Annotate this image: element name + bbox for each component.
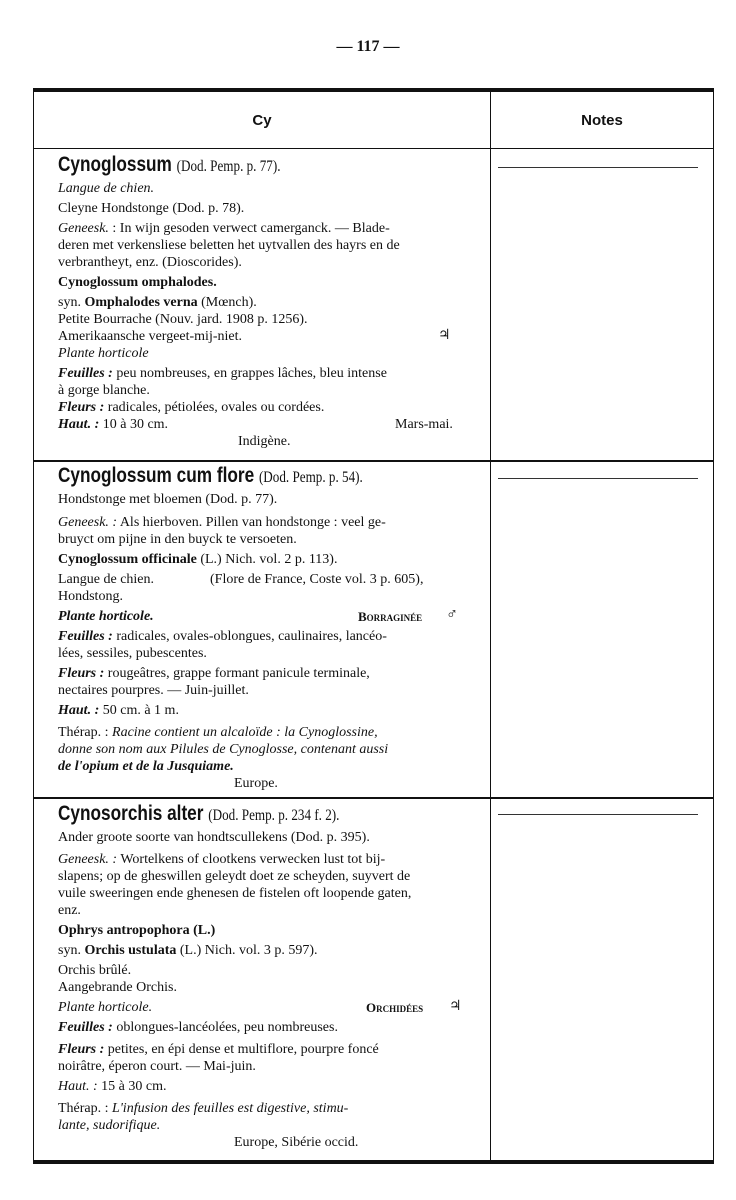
entry-title: Cynoglossum (Dod. Pemp. p. 77).	[58, 153, 281, 176]
flora-reference: (Flore de France, Coste vol. 3 p. 605),	[210, 572, 424, 587]
synonym: syn. Omphalodes verna (Mœnch).	[58, 295, 257, 310]
leaves-text: Feuilles : oblongues-lancéolées, peu nombreuses.	[58, 1020, 338, 1035]
medicinal-text: slapens; op de gheswillen geleydt doet ze scheyden, suyvert de	[58, 869, 411, 884]
therapy-text: donne son nom aux Pilules de Cynoglosse, contenant aussi	[58, 742, 389, 757]
species-name: Cynoglossum omphalodes.	[58, 275, 217, 290]
origin: Europe.	[234, 776, 278, 791]
common-name-nl: Hondstong.	[58, 589, 123, 604]
medicinal-text: Geneesk. : Wortelkens of clootkens verwecken lust tot bij-	[58, 852, 386, 867]
therapy-text: Thérap. : Racine contient un alcaloïde : la Cynoglossine,	[58, 725, 378, 740]
notes-line	[498, 814, 698, 815]
flowers-text: nectaires pourpres. — Juin-juillet.	[58, 683, 249, 698]
column-divider	[490, 92, 491, 1160]
plant-type: Plante horticole.	[58, 1000, 153, 1015]
male-symbol: ♂	[446, 606, 458, 623]
medicinal-text: verbrantheyt, enz. (Dioscorides).	[58, 255, 242, 270]
species-name: Cynoglossum officinale (L.) Nich. vol. 2 p. 113).	[58, 552, 338, 567]
medicinal-text: Geneesk. : Als hierboven. Pillen van hondstonge : veel ge-	[58, 515, 386, 530]
origin: Europe, Sibérie occid.	[234, 1135, 359, 1150]
flowers-text: Fleurs : petites, en épi dense et multiflore, pourpre foncé	[58, 1042, 379, 1057]
common-name-nl: Amerikaansche vergeet-mij-niet.	[58, 329, 242, 344]
leaves-text: Feuilles : radicales, ovales-oblongues, caulinaires, lancéo-	[58, 629, 387, 644]
section-rule-2	[34, 797, 713, 799]
page-number: — 117 —	[336, 38, 400, 55]
leaves-text: lées, sessiles, pubescentes.	[58, 646, 207, 661]
plant-type: Plante horticole.	[58, 609, 154, 624]
medicinal-text: enz.	[58, 903, 81, 918]
common-name-nl: Cleyne Hondstonge (Dod. p. 78).	[58, 201, 245, 216]
common-name-fr: Orchis brûlé.	[58, 963, 132, 978]
common-name-fr: Langue de chien.	[58, 181, 155, 196]
common-name-nl: Ander groote soorte van hondtscullekens (Dod. p. 395).	[58, 830, 370, 845]
header-rule	[34, 148, 713, 149]
common-name-nl: Aangebrande Orchis.	[58, 980, 177, 995]
perennial-symbol: ♃	[449, 999, 462, 1014]
medicinal-text: bruyct om pijne in den buyck te versoeten.	[58, 532, 297, 547]
leaves-text: Feuilles : peu nombreuses, en grappes lâches, bleu intense	[58, 366, 387, 381]
medicinal-text: vuile sweeringen ende ghenesen de fistelen oft loopende gaten,	[58, 886, 412, 901]
section-rule-1	[34, 460, 713, 462]
perennial-symbol: ♃	[438, 328, 451, 343]
notes-line	[498, 167, 698, 168]
leaves-text: à gorge blanche.	[58, 383, 150, 398]
species-name: Ophrys antropophora (L.)	[58, 923, 216, 938]
medicinal-text: deren met verkensliese beletten het uytvallen des hayrs en de	[58, 238, 400, 253]
entry-title: Cynoglossum cum flore (Dod. Pemp. p. 54).	[58, 464, 363, 487]
family-name: Borraginée	[358, 609, 423, 624]
flowers-text: noirâtre, éperon court. — Mai-juin.	[58, 1059, 256, 1074]
therapy-text: lante, sudorifique.	[58, 1118, 161, 1133]
column-header-main: Cy	[252, 111, 272, 129]
height-text: Haut. : 50 cm. à 1 m.	[58, 703, 179, 718]
plant-type: Plante horticole	[58, 346, 149, 361]
height-text: Haut. : 10 à 30 cm.	[58, 417, 169, 432]
height-text: Haut. : 15 à 30 cm.	[58, 1079, 167, 1094]
medicinal-text: Geneesk. : In wijn gesoden verwect camerganck. — Blade-	[58, 221, 390, 236]
flowers-text: Fleurs : rougeâtres, grappe formant panicule terminale,	[58, 666, 370, 681]
therapy-text: de l'opium et de la Jusquiame.	[58, 759, 234, 774]
common-name-fr: Langue de chien.	[58, 572, 155, 587]
family-name: Orchidées	[366, 1000, 424, 1015]
entry-title: Cynosorchis alter (Dod. Pemp. p. 234 f. 2).	[58, 802, 340, 825]
synonym: syn. Orchis ustulata (L.) Nich. vol. 3 p. 597).	[58, 943, 318, 958]
herbarium-table	[33, 88, 714, 1164]
therapy-text: Thérap. : L'infusion des feuilles est digestive, stimu-	[58, 1101, 349, 1116]
common-name-nl: Hondstonge met bloemen (Dod. p. 77).	[58, 492, 278, 507]
notes-line	[498, 478, 698, 479]
common-name-fr: Petite Bourrache (Nouv. jard. 1908 p. 1256).	[58, 312, 308, 327]
flowers-text: Fleurs : radicales, pétiolées, ovales ou cordées.	[58, 400, 325, 415]
flowering-period: Mars-mai.	[395, 417, 453, 432]
column-header-notes: Notes	[581, 111, 623, 129]
origin: Indigène.	[238, 434, 291, 449]
